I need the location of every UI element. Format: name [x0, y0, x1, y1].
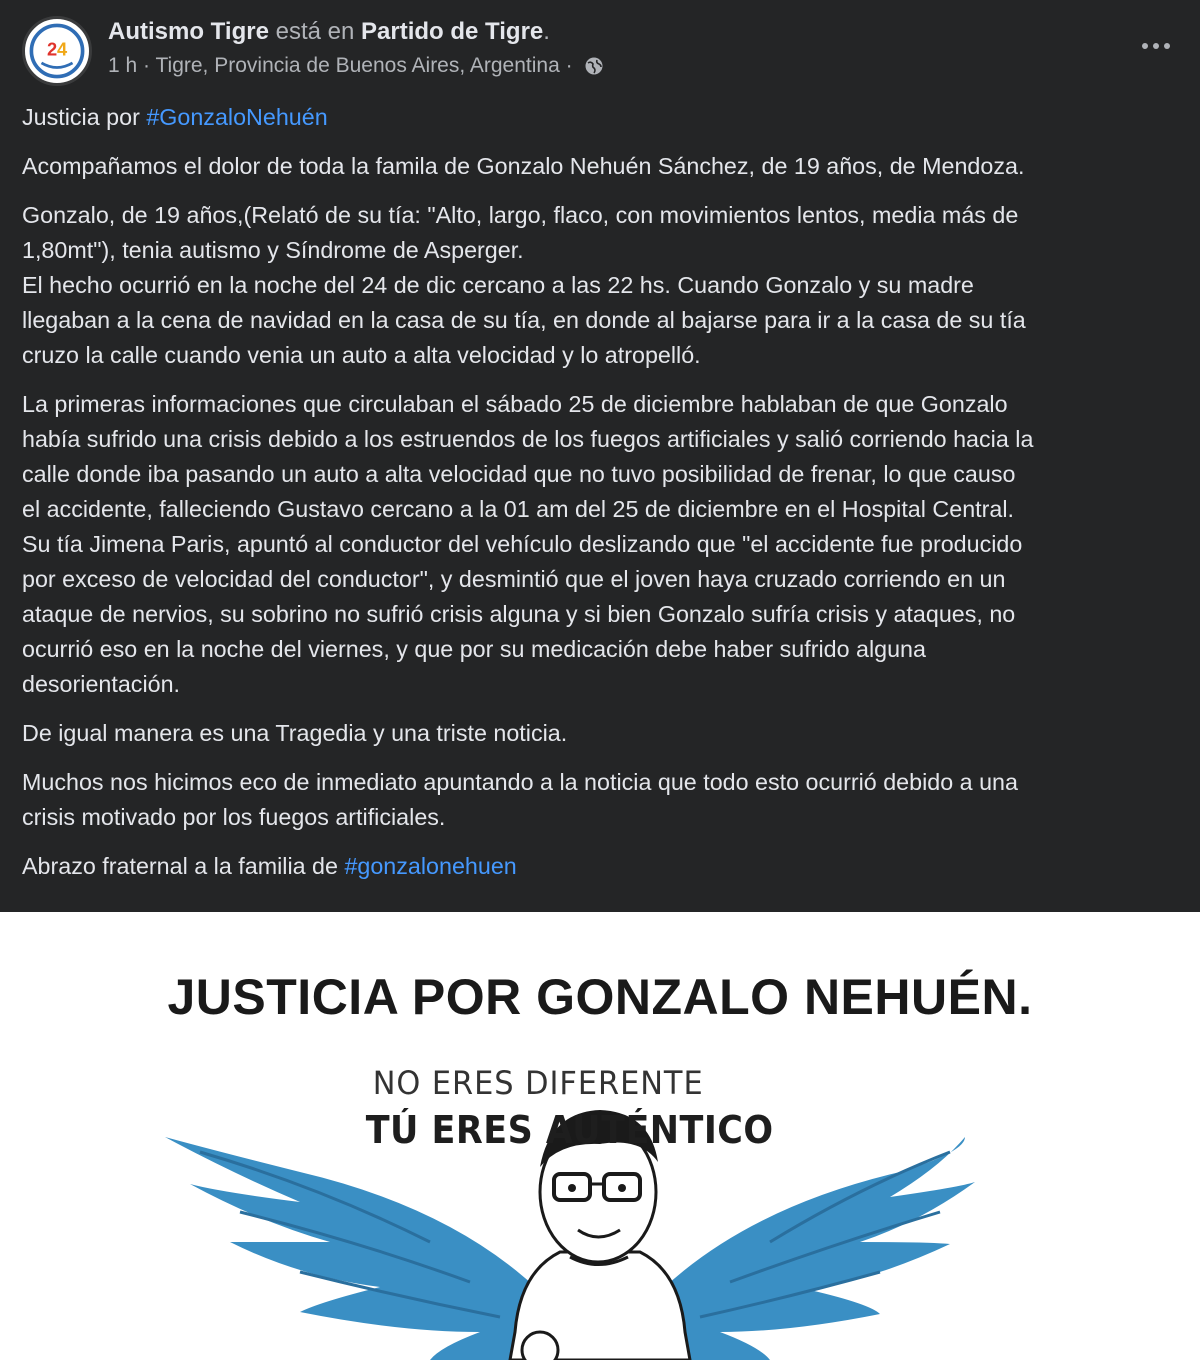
text-line: ataque de nervios, su sobrino no sufrió crisis alguna y si bien Gonzalo sufría crisis y ataques, no: [22, 601, 1016, 627]
author-name[interactable]: Autismo Tigre: [108, 18, 269, 45]
paragraph-7: [22, 849, 1176, 884]
post-time[interactable]: 1 h: [108, 54, 138, 77]
paragraph-5: De igual manera es una Tragedia y una triste noticia.: [22, 720, 568, 746]
image-caption-2: TÚ ERES AUTÉNTICO: [365, 1108, 774, 1152]
paragraph-1: [22, 100, 1176, 135]
author-line: [108, 16, 550, 48]
text-line: El hecho ocurrió en la noche del 24 de dic cercano a las 22 hs. Cuando Gonzalo y su madre: [22, 272, 974, 298]
more-dot-icon: [1153, 43, 1159, 49]
post-meta: [108, 52, 604, 80]
text-line: calle donde iba pasando un auto a alta velocidad que no tuvo posibilidad de frenar, lo que causo: [22, 461, 1016, 487]
post-body: [22, 100, 1176, 884]
post-header: [20, 14, 1180, 86]
avatar-logo-icon: [25, 19, 89, 83]
image-caption-1: NO ERES DIFERENTE: [372, 1064, 704, 1102]
text-line: llegaban a la cena de navidad en la casa de su tía, en donde al bajarse para ir a la casa de su tía: [22, 307, 1026, 333]
left-wing-icon: [165, 1137, 560, 1360]
location-link[interactable]: Partido de Tigre: [361, 18, 544, 45]
text-line: Su tía Jimena Paris, apuntó al conductor del vehículo deslizando que "el accidente fue producido: [22, 531, 1023, 557]
author-connector: está en: [275, 18, 355, 45]
text-line: La primeras informaciones que circulaban el sábado 25 de diciembre hablaban de que Gonzalo: [22, 391, 1008, 417]
globe-icon[interactable]: [584, 56, 604, 76]
paragraph-2: Acompañamos el dolor de toda la famila de Gonzalo Nehuén Sánchez, de 19 años, de Mendoza.: [22, 153, 1025, 179]
text-line: desorientación.: [22, 671, 181, 697]
image-title: JUSTICIA POR GONZALO NEHUÉN.: [167, 969, 1033, 1025]
paragraph-4: [22, 387, 1176, 702]
text-line: por exceso de velocidad del conductor", y desmintió que el joven haya cruzado corriendo en un: [22, 566, 1006, 592]
text-line: Gonzalo, de 19 años,(Relató de su tía: "Alto, largo, flaco, con movimientos lentos, media más de: [22, 202, 1019, 228]
more-dot-icon: [1164, 43, 1170, 49]
text-line: había sufrido una crisis debido a los estruendos de los fuegos artificiales y salió corriendo hacia la: [22, 426, 1034, 452]
hashtag-link[interactable]: #GonzaloNehuén: [146, 104, 328, 130]
svg-text:4: 4: [57, 38, 68, 60]
svg-text:2: 2: [46, 38, 58, 60]
text-line: 1,80mt"), tenia autismo y Síndrome de Asperger.: [22, 237, 524, 263]
location-suffix: .: [543, 18, 550, 45]
paragraph-3: [22, 198, 1176, 373]
page-avatar[interactable]: [22, 16, 92, 86]
more-dot-icon: [1142, 43, 1148, 49]
text-line: Muchos nos hicimos eco de inmediato apuntando a la noticia que todo esto ocurrió debido a una: [22, 769, 1018, 795]
paragraph-6: [22, 765, 1176, 835]
text-line: ocurrió eso en la noche del viernes, y que por su medicación debe haber sufrido alguna: [22, 636, 926, 662]
right-wing-icon: [640, 1137, 975, 1360]
hashtag-link[interactable]: #gonzalonehuen: [344, 853, 517, 879]
post-place: · Tigre, Provincia de Buenos Aires, Argentina ·: [137, 54, 579, 77]
paragraph-1-text: Justicia por: [22, 104, 147, 130]
text-line: el accidente, falleciendo Gustavo cercano a la 01 am del 25 de diciembre en el Hospital Central.: [22, 496, 1014, 522]
text-line: crisis motivado por los fuegos artificiales.: [22, 804, 446, 830]
text-line: cruzo la calle cuando venia un auto a alta velocidad y lo atropelló.: [22, 342, 701, 368]
paragraph-7-text: Abrazo fraternal a la familia de: [22, 853, 345, 879]
more-options-button[interactable]: [1136, 28, 1176, 64]
